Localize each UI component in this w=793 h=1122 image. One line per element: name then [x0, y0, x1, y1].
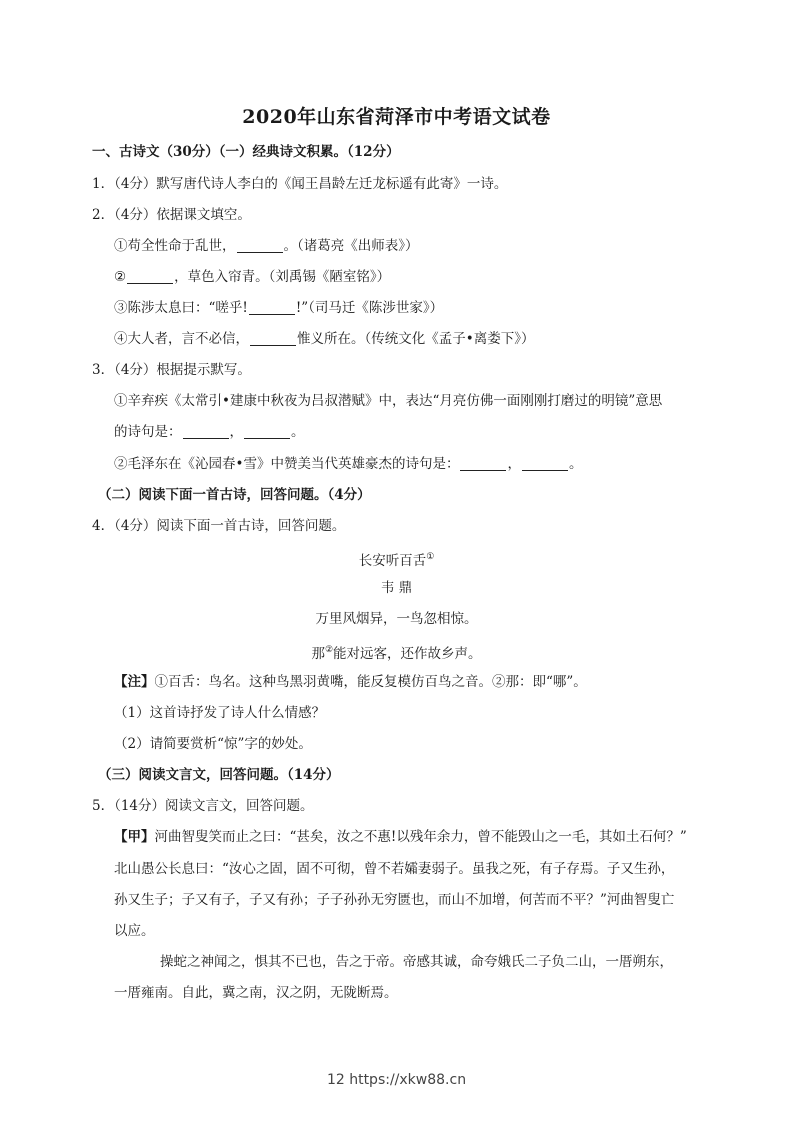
question-1: 1．（4分）默写唐代诗人李白的《闻王昌龄左迁龙标遥有此寄》一诗。 [92, 176, 508, 192]
poem-note: 【注】①百舌：鸟名。这种鸟黑羽黄嘴，能反复模仿百鸟之音。②那：即“哪”。 [114, 674, 587, 690]
footnote-marker: ① [426, 552, 435, 562]
question-3: 3．（4分）根据提示默写。 [92, 362, 251, 378]
question-2-item-4: ④大人者，言不必信， 惟义所在。（传统文化《孟子•离娄下》） [114, 331, 535, 347]
question-2-item-1: ①苟全性命于乱世， 。（诸葛亮《出师表》） [114, 238, 419, 254]
question-2-item-3: ③陈涉太息曰：“嗟乎! !”（司马迁《陈涉世家》） [114, 300, 444, 316]
poem-author: 韦 鼎 [380, 580, 413, 596]
answer-blank[interactable] [460, 456, 506, 471]
question-2: 2．（4分）依据课文填空。 [92, 207, 251, 223]
section-3-heading: （三）阅读文言文，回答问题。（14分） [98, 767, 340, 783]
answer-blank[interactable] [237, 238, 283, 253]
question-3-item-1-cont: 的诗句是： ， 。 [114, 424, 305, 440]
question-5: 5．（14分）阅读文言文，回答问题。 [92, 798, 314, 814]
answer-blank[interactable] [250, 331, 296, 346]
poem-line-2: 那②能对远客，还作故乡声。 [311, 645, 482, 662]
question-4-part-2: （2）请简要赏析“惊”字的妙处。 [114, 736, 312, 752]
passage-line: 孙又生子；子又有子，子又有孙；子子孙孙无穷匮也，而山不加增，何苦而不平？”河曲智叟亡 [114, 892, 675, 908]
passage-line: 一厝雍南。自此，冀之南，汉之阴，无陇断焉。 [114, 985, 398, 1001]
passage-line: 操蛇之神闻之，惧其不已也，告之于帝。帝感其诚，命夸娥氏二子负二山，一厝朔东， [160, 954, 673, 970]
question-2-item-2: ② ，草色入帘青。（刘禹锡《陋室铭》） [114, 269, 391, 285]
answer-blank[interactable] [522, 456, 568, 471]
question-4-part-1: （1）这首诗抒发了诗人什么情感？ [114, 705, 326, 721]
answer-blank[interactable] [127, 269, 173, 284]
section-1-heading: 一、古诗文（30分）（一）经典诗文积累。（12分） [92, 144, 400, 160]
passage-line: 北山愚公长息曰：“汝心之固，固不可彻，曾不若孀妻弱子。虽我之死，有子存焉。子又生孙， [114, 861, 675, 877]
passage-line: 【甲】河曲智叟笑而止之曰：“甚矣，汝之不惠!以残年余力，曾不能毁山之一毛，其如土石何？” [114, 829, 687, 845]
passage-line: 以应。 [114, 923, 155, 939]
page-footer: 12 https://xkw88.cn [326, 1072, 467, 1088]
question-3-item-2: ②毛泽东在《沁园春•雪》中赞美当代英雄豪杰的诗句是： ， 。 [114, 456, 583, 472]
answer-blank[interactable] [183, 424, 229, 439]
footnote-marker: ② [324, 645, 334, 655]
question-4: 4．（4分）阅读下面一首古诗，回答问题。 [92, 518, 346, 534]
answer-blank[interactable] [249, 300, 295, 315]
answer-blank[interactable] [244, 424, 290, 439]
poem-title: 长安听百舌① [358, 552, 435, 569]
question-3-item-1: ①辛弃疾《太常引•建康中秋夜为吕叔潜赋》中，表达“月亮仿佛一面刚刚打磨过的明镜”意思 [114, 393, 663, 409]
poem-line-1: 万里风烟异，一鸟忽相惊。 [315, 611, 478, 627]
page-title: 2020年山东省菏泽市中考语文试卷 [242, 106, 551, 128]
section-2-heading: （二）阅读下面一首古诗，回答问题。（4分） [98, 487, 371, 503]
